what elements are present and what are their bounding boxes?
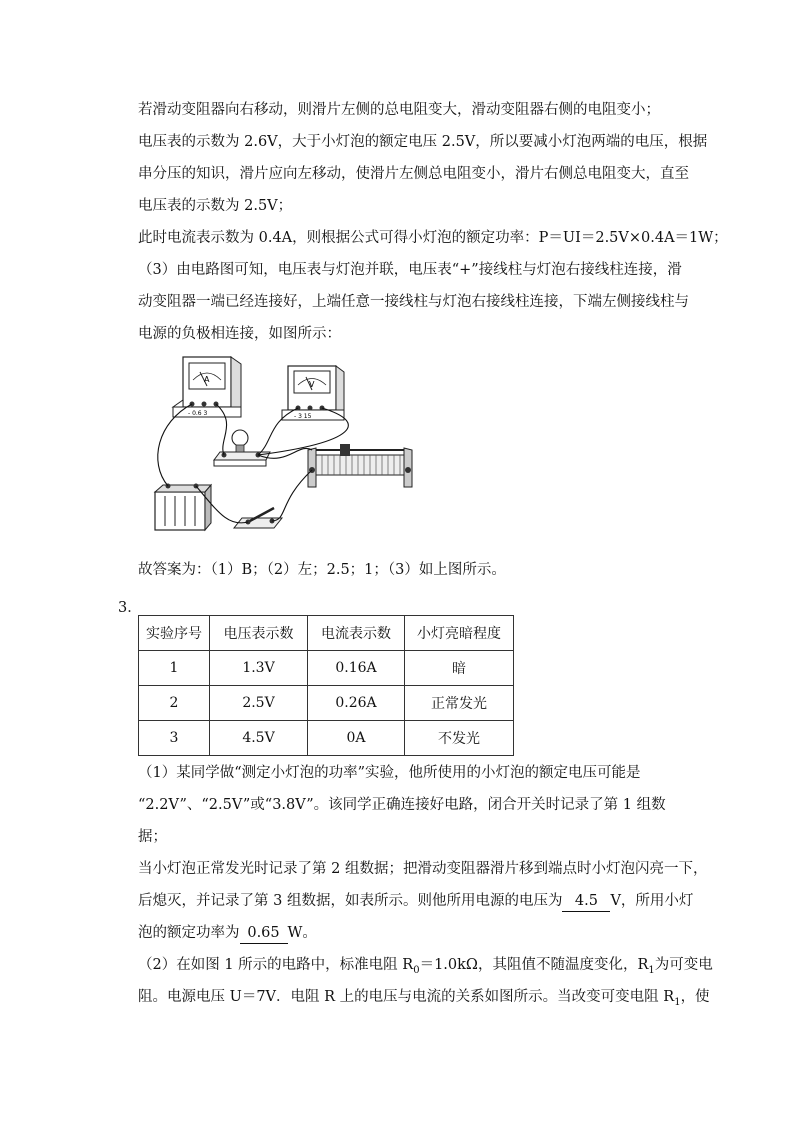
text-segment: 后熄灭，并记录了第 3 组数据，如表所示。则他所用电源的电压为 (138, 893, 563, 909)
subscript: 0 (413, 964, 420, 976)
question-number: 3． (118, 600, 142, 616)
text-line: 此时电流表示数为 0.4A，则根据公式可得小灯泡的额定功率：P＝UI＝2.5V×0.4A＝1W； (138, 230, 728, 246)
table-row (139, 686, 514, 721)
table-cell: 0.26A (308, 686, 405, 721)
text-line: （3）由电路图可知，电压表与灯泡并联，电压表“+”接线柱与灯泡右接线柱连接，滑 (138, 262, 682, 278)
circuit-diagram-figure (148, 352, 424, 542)
ammeter-letter: A (204, 375, 210, 384)
text-line: 若滑动变阻器向右移动，则滑片左侧的总电阻变大，滑动变阻器右侧的电阻变小； (138, 102, 660, 118)
text-line (138, 891, 693, 912)
table-cell: 4.5V (210, 721, 308, 756)
ammeter-icon (173, 357, 241, 417)
voltmeter-letter: V (309, 380, 315, 389)
table-cell: 正常发光 (405, 686, 514, 721)
table-row (139, 651, 514, 686)
table-cell: 不发光 (405, 721, 514, 756)
table-cell: 2.5V (210, 686, 308, 721)
answer-blank: 4.5 (562, 891, 610, 912)
subscript: 1 (648, 964, 655, 976)
text-segment: ＝1.0kΩ，其阻值不随温度变化，R (419, 957, 649, 973)
text-line (138, 987, 710, 1007)
text-segment: 泡的额定功率为 (138, 925, 240, 941)
text-line: “2.2V”、“2.5V”或“3.8V”。该同学正确连接好电路，闭合开关时记录了第 1 组数 (138, 797, 666, 813)
table-cell: 0.16A (308, 651, 405, 686)
text-segment: 为可变电 (654, 957, 713, 973)
switch-icon (234, 508, 282, 528)
table-row (139, 721, 514, 756)
ammeter-terminal-labels: - 0.6 3 (188, 410, 208, 417)
text-line: 电压表的示数为 2.6V，大于小灯泡的额定电压 2.5V，所以要减小灯泡两端的电压，根据 (138, 134, 708, 150)
table-cell: 0A (308, 721, 405, 756)
text-segment: （2）在如图 1 所示的电路中，标准电阻 R (138, 957, 414, 973)
table-cell: 1 (139, 651, 210, 686)
text-segment: V，所用小灯 (610, 893, 694, 909)
table-header-row (139, 616, 514, 651)
text-line: （1）某同学做“测定小灯泡的功率”实验，他所使用的小灯泡的额定电压可能是 (138, 765, 641, 781)
text-segment: 阻。电源电压 U＝7V．电阻 R 上的电压与电流的关系如图所示。当改变可变电阻 R (138, 989, 675, 1005)
text-line: 电源的负极相连接，如图所示： (138, 326, 341, 342)
text-line (138, 955, 713, 975)
table-cell: 暗 (405, 651, 514, 686)
text-segment: ，使 (680, 989, 710, 1005)
data-table (138, 615, 514, 756)
text-segment: W。 (287, 925, 317, 941)
answer-blank: 0.65 (240, 923, 288, 944)
battery-icon (155, 484, 211, 531)
text-line: 电压表的示数为 2.5V； (138, 198, 293, 214)
table-header: 电压表示数 (210, 616, 308, 651)
subscript: 1 (674, 996, 681, 1008)
text-line: 当小灯泡正常发光时记录了第 2 组数据；把滑动变阻器滑片移到端点时小灯泡闪亮一下， (138, 861, 708, 877)
lamp-icon (214, 430, 270, 466)
answer-line: 故答案为：（1）B；（2）左；2.5；1；（3）如上图所示。 (138, 562, 506, 578)
table-header: 小灯亮暗程度 (405, 616, 514, 651)
voltmeter-terminal-labels: - 3 15 (294, 413, 312, 420)
text-line: 动变阻器一端已经连接好，上端任意一接线柱与灯泡右接线柱连接，下端左侧接线柱与 (138, 294, 689, 310)
table-header: 电流表示数 (308, 616, 405, 651)
table-cell: 2 (139, 686, 210, 721)
table-cell: 1.3V (210, 651, 308, 686)
rheostat-icon (308, 444, 412, 487)
table-header: 实验序号 (139, 616, 210, 651)
text-line: 串分压的知识，滑片应向左移动，使滑片左侧总电阻变小，滑片右侧总电阻变大，直至 (138, 166, 689, 182)
table-cell: 3 (139, 721, 210, 756)
text-line (138, 923, 317, 944)
text-line: 据； (138, 829, 167, 845)
